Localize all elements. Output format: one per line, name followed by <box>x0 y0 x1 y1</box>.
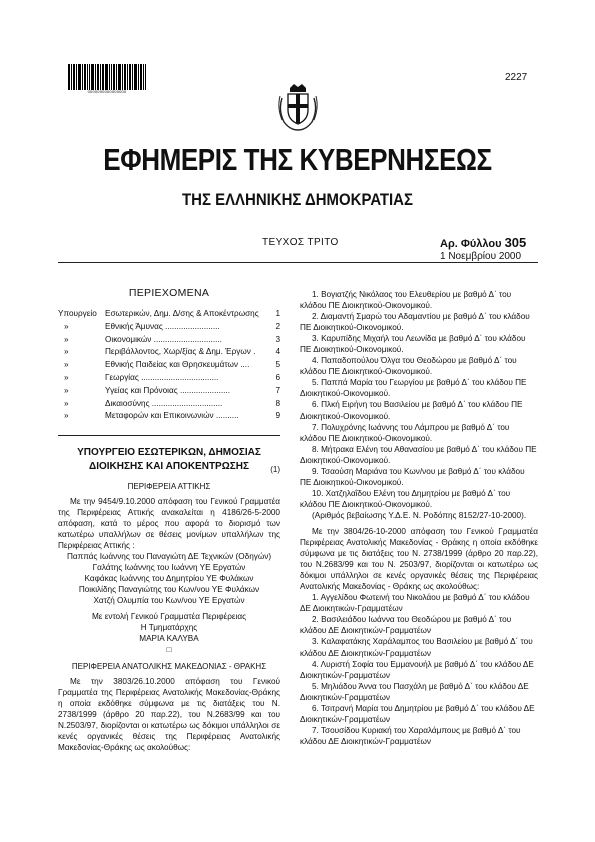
decision-number: (1) <box>270 465 280 475</box>
toc-row-text: Εθνικής Άμυνας ........................ <box>105 321 220 331</box>
barcode-number: 0000000000000000 <box>87 89 127 94</box>
appointment-item: 4. Παπαδοπούλου Όλγα του Θεοδώρου με βαθμό Δ΄ του κλάδου ΠΕ Διοικητικού-Οικονομικού. <box>300 356 517 377</box>
appointment-item: 9. Τσαούση Μαριάνα του Κων/νου με βαθμό Δ΄ του κλάδου ΠΕ Διοικητικού-Οικονομικού. <box>300 466 525 487</box>
toc-row <box>58 321 280 334</box>
toc-row <box>58 410 280 423</box>
employee-name: Καφάκας Ιωάννης του Δημητρίου ΥΕ Φυλάκων <box>84 574 254 584</box>
toc-row <box>58 308 280 321</box>
employee-name: Χατζή Ολυμπία του Κων/νου ΥΕ Εργατών <box>93 596 245 606</box>
appointment-item: 2. Διαμαντή Σμαρώ του Αδαμαντίου με βαθμό Δ΄ του κλάδου ΠΕ Διοικητικού-Οικονομικού. <box>300 312 530 333</box>
toc-list <box>58 308 280 423</box>
appointment-item: 1. Βογιατζής Νικόλαος του Ελευθερίου με βαθμό Δ΄ του κλάδου ΠΕ Διοικητικού-Οικονομικού. <box>300 290 512 311</box>
toc-row-text: Οικονομικών .............................. <box>105 334 222 344</box>
toc-row <box>58 385 280 398</box>
appointment-item: 5. Παππά Μαρία του Γεωργίου με βαθμό Δ΄ του κλάδου ΠΕ Διοικητικού-Οικονομικού. <box>300 378 527 399</box>
page-number: 2227 <box>505 72 528 83</box>
toc-heading: ΠΕΡΙΕΧΟΜΕΝΑ <box>128 287 210 299</box>
toc-row-text: Δικαιοσύνης ............................... <box>105 398 223 408</box>
left-column <box>58 288 280 753</box>
employee-name: Γαλάτης Ιωάννης του Ιωάννη ΥΕ Εργατών <box>92 563 246 573</box>
appointment-item: 5. Μηλιάδου Άννα του Πασχάλη με βαθμό Δ΄ του κλάδου ΔΕ Διοικητικών-Γραμματέων <box>300 681 529 702</box>
decision-paragraph: Με την 3804/26-10-2000 απόφαση του Γενικού Γραμματέα Περιφέρειας Ανατολικής Μακεδονίας - Θράκης η οποία εκδόθηκε σύμφωνα με τις διατάξεις του Ν. 2738/1999 (άρθρο 20 παρ.22), του Ν.2683/99 και του Ν. 2503/97, διορίζονται οι κατωτέρω ως δόκιμοι υπάλληλοι σε κενές οργανικές θέσεις της Περιφέρειας Ανατολικής Μακεδονίας - Θράκης ως ακολούθως: <box>300 526 538 592</box>
coat-of-arms-icon <box>274 80 322 132</box>
toc-row-text: Γεωργίας .................................. <box>105 372 219 382</box>
appointment-item: 4. Λυριστή Σοφία του Εμμανουήλ με βαθμό Δ΄ του κλάδου ΔΕ Διοικητικών-Γραμματέων <box>300 659 534 680</box>
toc-row-page: 8 <box>275 398 280 408</box>
toc-row <box>58 359 280 372</box>
employee-name: Ποικιλίδης Παναγιώτης του Κων/νου ΥΕ Φυλάκων <box>78 585 260 595</box>
signature-title: Η Τμηματάρχης <box>140 623 198 633</box>
appointment-item: 7. Πολυχρόνης Ιωάννης του Λάμπρου με βαθμό Δ΄ του κλάδου ΠΕ Διοικητικού-Οικονομικού. <box>300 422 510 443</box>
toc-row <box>58 398 280 411</box>
signature-name: ΜΑΡΙΑ ΚΑΛΥΒΑ <box>139 634 199 644</box>
appointment-item: 7. Τσουσίδου Κυριακή του Χαραλάμπους με βαθμό Δ΄ του κλάδου ΔΕ Διοικητικών-Γραμματέων <box>300 725 521 746</box>
ministry-heading <box>58 446 280 474</box>
appointment-item: 2. Βασιλειάδου Ιωάννα του Θεοδώρου με βαθμό Δ΄ του κλάδου ΔΕ Διοικητικών-Γραμματέων <box>300 615 512 636</box>
decision-paragraph: Με την 3803/26.10.2000 απόφαση του Γενικού Γραμματέα της Περιφέρειας Ανατολικής Μακεδονίας-Θράκης η οποία εκδόθηκε σύμφωνα με τις διατάξεις του Ν. 2738/1999 (άρθρο 20 παρ.22), του Ν.2683/99 και του Ν.2503/97, διορίζονται οι κατωτέρω ως δόκιμοι υπάλληλοι σε κενές οργανικές θέσεις της Περιφέρειας Ανατολικής Μακεδονίας-Θράκης ως ακολούθως: <box>58 677 280 753</box>
toc-row <box>58 346 280 359</box>
appointment-item: 3. Καρυπίδης Μιχαήλ του Λεωνίδα με βαθμό Δ΄ του κλάδου ΠΕ Διοικητικού-Οικονομικού. <box>300 334 526 355</box>
issue-type: ΤΕΥΧΟΣ ΤΡΙΤΟ <box>262 237 339 248</box>
signature-line: Με εντολή Γενικού Γραμματέα Περιφέρειας <box>91 612 247 622</box>
toc-row-label: » <box>64 398 69 408</box>
toc-row-page: 3 <box>275 334 280 344</box>
toc-row <box>58 334 280 347</box>
separator-square-icon: □ <box>166 645 172 655</box>
toc-row-page: 5 <box>275 360 280 370</box>
toc-row-label: » <box>64 347 69 357</box>
gazette-subtitle: ΤΗΣ ΕΛΛΗΝΙΚΗΣ ΔΗΜΟΚΡΑΤΙΑΣ <box>182 190 413 209</box>
decision-paragraph: Με την 9454/9.10.2000 απόφαση του Γενικού Γραμματέα της Περιφέρειας Αττικής ανακαλείται η 4186/26-5-2000 απόφαση, κατά το μέρος που αφορά το διορισμό των κατωτέρω υπαλλήλων σε θέσεις μονίμων υπαλλήλων της Περιφέρειας Αττικής : <box>58 497 280 551</box>
toc-row-text: Εσωτερικών, Δημ. Δ/σης & Αποκέντρωσης <box>105 309 259 318</box>
appointment-item: 8. Μήτρακα Ελένη του Αθανασίου με βαθμό Δ΄ του κλάδου ΠΕ Διοικητικού-Οικονομικού. <box>300 444 537 465</box>
toc-row-label: » <box>64 372 69 382</box>
toc-row-label: » <box>64 334 69 344</box>
toc-row-label: » <box>64 411 69 421</box>
region-heading: ΠΕΡΙΦΕΡΕΙΑ ΑΝΑΤΟΛΙΚΗΣ ΜΑΚΕΔΟΝΙΑΣ - ΘΡΑΚΗΣ <box>71 662 267 672</box>
ministry-line: ΥΠΟΥΡΓΕΙΟ ΕΣΩΤΕΡΙΚΩΝ, ΔΗΜΟΣΙΑΣ <box>77 447 261 459</box>
toc-row-label: Υπουργείο <box>58 309 97 318</box>
right-column <box>300 289 538 747</box>
gazette-title: ΕΦΗΜΕΡΙΣ ΤΗΣ ΚΥΒΕΡΝΗΣΕΩΣ <box>103 142 492 177</box>
toc-row-text: Μεταφορών και Επικοινωνιών .......... <box>105 411 239 421</box>
sheet-value: 305 <box>504 235 527 250</box>
section-divider <box>58 435 280 436</box>
sheet-number <box>440 235 526 250</box>
appointment-item: 1. Αγγελίδου Φωτεινή του Νικολάου με βαθμό Δ΄ του κλάδου ΔΕ Διοικητικών-Γραμματέων <box>300 593 530 614</box>
issue-date: 1 Νοεμβρίου 2000 <box>440 251 522 262</box>
toc-row-page: 1 <box>275 309 280 318</box>
toc-row-text: Υγείας και Πρόνοιας ...................... <box>105 385 230 395</box>
verification-note: (Αριθμός βεβαίωσης Υ.Δ.Ε. Ν. Ροδόπης 8152/27-10-2000). <box>312 510 527 520</box>
ministry-line: ΔΙΟΙΚΗΣΗΣ ΚΑΙ ΑΠΟΚΕΝΤΡΩΣΗΣ <box>89 461 249 473</box>
sheet-label: Αρ. Φύλλου <box>440 238 502 250</box>
toc-row-page: 7 <box>275 385 280 395</box>
toc-row-page: 2 <box>275 321 280 331</box>
appointment-item: 6. Πλκή Ειρήνη του Βασιλείου με βαθμό Δ΄ του κλάδου ΠΕ Διοικητικού-Οικονομικού. <box>300 400 523 421</box>
toc-row-text: Εθνικής Παιδείας και Θρησκευμάτων .... <box>105 360 250 370</box>
region-heading: ΠΕΡΙΦΕΡΕΙΑ ΑΤΤΙΚΗΣ <box>127 482 211 492</box>
appointment-item: 3. Καλαφατάκης Χαράλαμπος του Βασιλείου με βαθμό Δ΄ του κλάδου ΔΕ Διοικητικών-Γραμματέων <box>300 637 533 658</box>
toc-row-label: » <box>64 321 69 331</box>
barcode <box>68 64 146 90</box>
employee-name: Παππάς Ιωάννης του Παναγιώτη ΔΕ Τεχνικών (Οδηγών) <box>66 552 272 562</box>
appointment-item: 10. Χατζηλαΐδου Ελένη του Δημητρίου με βαθμό Δ΄ του κλάδου ΠΕ Διοικητικού-Οικονομικού. <box>300 488 511 509</box>
header-divider <box>58 262 538 263</box>
toc-row-label: » <box>64 360 69 370</box>
appointment-item: 6. Τσιτρανή Μαρία του Δημητρίου με βαθμό Δ΄ του κλάδου ΔΕ Διοικητικών-Γραμματέων <box>300 703 535 724</box>
toc-row-page: 4 <box>275 347 280 357</box>
toc-row-page: 6 <box>275 372 280 382</box>
toc-row-text: Περιβάλλοντος, Χωρ/ξίας & Δημ. Έργων . <box>105 347 256 357</box>
toc-row-page: 9 <box>275 411 280 421</box>
toc-row <box>58 372 280 385</box>
toc-row-label: » <box>64 385 69 395</box>
